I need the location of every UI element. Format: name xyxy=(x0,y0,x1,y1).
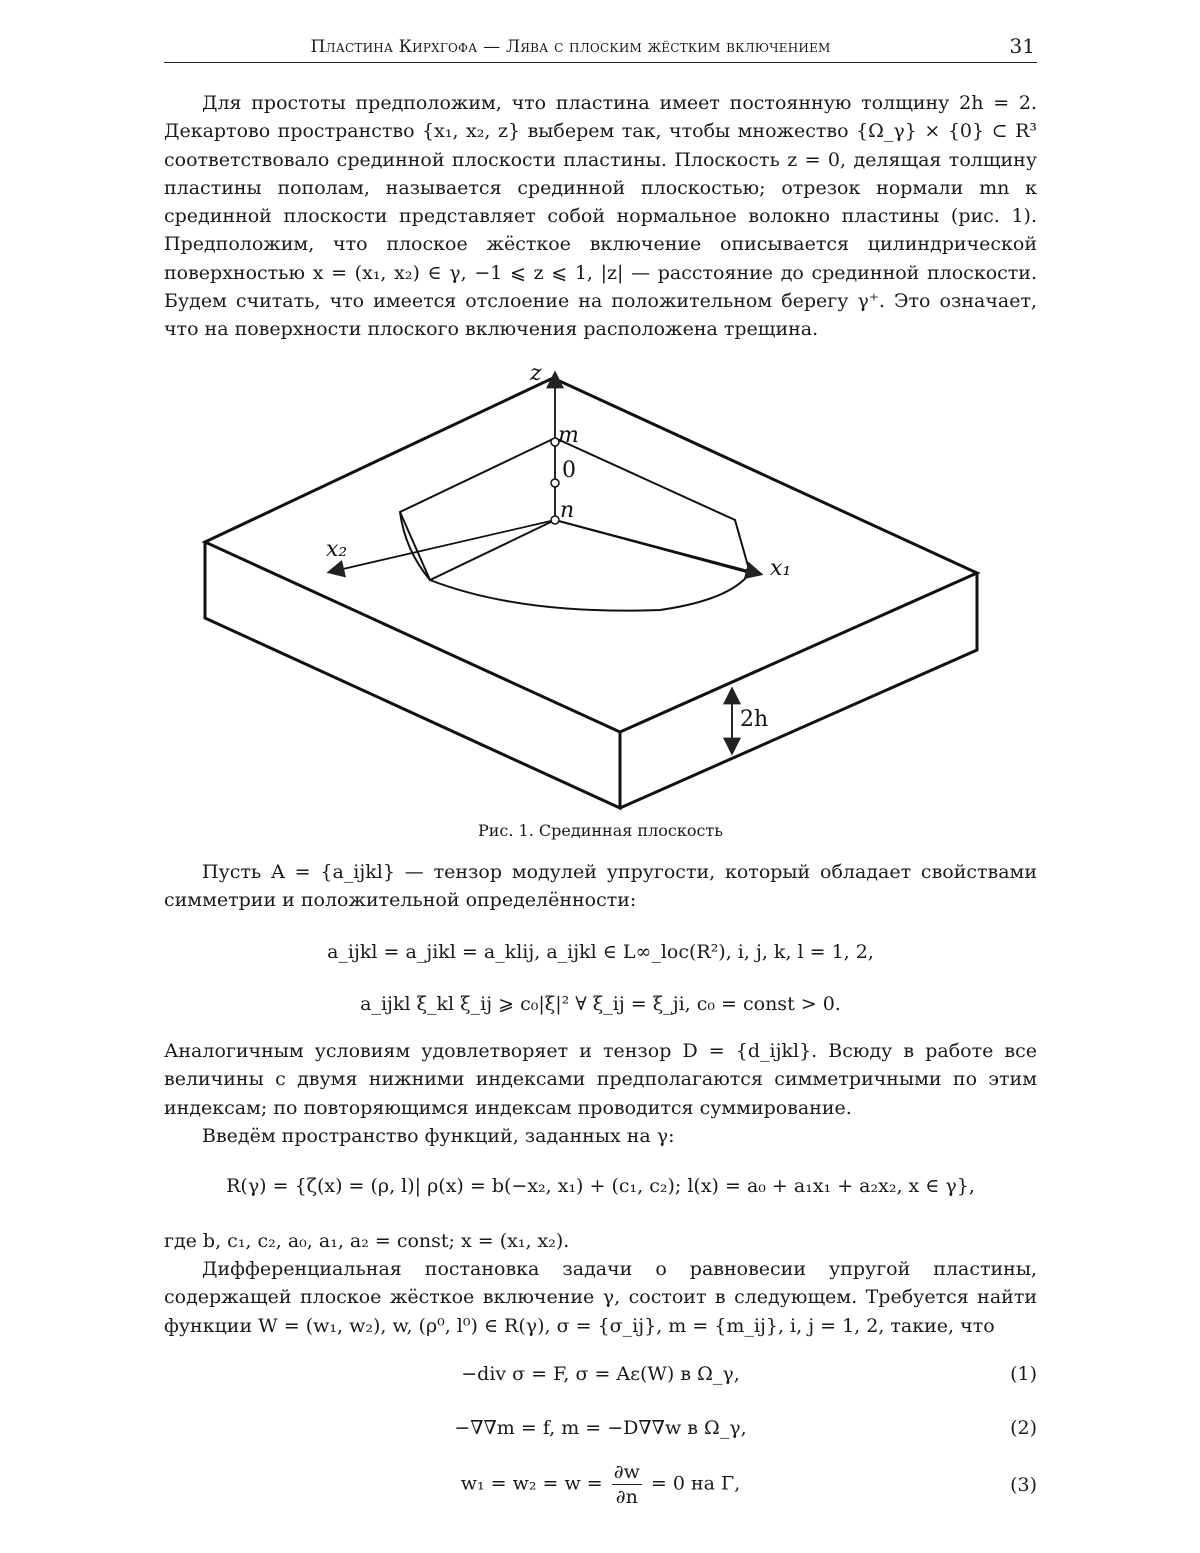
label-n: n xyxy=(560,498,575,523)
equation-1-body: −div σ = F, σ = Aε(W) в Ω_γ, xyxy=(461,1363,740,1385)
paragraph-2: Пусть A = {a_ijkl} — тензор модулей упругости, который обладает свойствами симметрии и положительной определённости: xyxy=(164,861,1037,912)
label-x2: x₂ xyxy=(326,537,348,562)
label-zero: 0 xyxy=(562,458,576,483)
fraction-numerator: ∂w xyxy=(613,1461,640,1483)
figure-caption: Рис. 1. Срединная плоскость xyxy=(477,821,723,840)
label-m: m xyxy=(558,423,579,448)
equation-3-right: = 0 на Γ, xyxy=(650,1472,741,1495)
page-number: 31 xyxy=(1009,34,1035,58)
equation-2-body: −∇∇m = f, m = −D∇∇w в Ω_γ, xyxy=(454,1417,747,1439)
running-header xyxy=(164,34,1037,63)
paragraph-3: Аналогичным условиям удовлетворяет и тензор D = {d_ijkl}. Всюду в работе все величины с двумя нижними индексами предполагаются симметричными по этим индексам; по повторяющимся индексам проводится суммирование. xyxy=(164,1040,1037,1119)
equation-3-left: w₁ = w₂ = w = xyxy=(460,1472,603,1495)
equation-1-number: (1) xyxy=(1010,1363,1037,1385)
equation-3-fraction xyxy=(612,1460,642,1509)
equation-3 xyxy=(164,1460,1037,1509)
equation-3-number: (3) xyxy=(1010,1474,1037,1496)
label-z: z xyxy=(530,361,542,386)
figure-plate xyxy=(190,360,1000,815)
label-thickness: 2h xyxy=(740,707,769,732)
paragraph-4: Введём пространство функций, заданных на γ: xyxy=(202,1125,675,1147)
equation-positivity: a_ijkl ξ_kl ξ_ij ⩾ c₀|ξ|² ∀ ξ_ij = ξ_ji, c₀ = const > 0. xyxy=(360,993,841,1015)
paragraph-5: где b, c₁, c₂, a₀, a₁, a₂ = const; x = (x₁, x₂). xyxy=(164,1230,570,1252)
equation-2-number: (2) xyxy=(1010,1417,1037,1439)
equation-space: R(γ) = {ζ(x) = (ρ, l)| ρ(x) = b(−x₂, x₁) + (c₁, c₂); l(x) = a₀ + a₁x₁ + a₂x₂, x ∈ γ}, xyxy=(226,1175,975,1197)
paragraph-6: Дифференциальная постановка задачи о равновесии упругой пластины, содержащей плоское жёсткое включение γ, состоит в следующем. Требуется найти функции W = (w₁, w₂), w, (ρ⁰, l⁰) ∈ R(γ), σ = {σ_ij}, m = {m_ij}, i, j = 1, 2, такие, что xyxy=(164,1258,1037,1337)
equation-2 xyxy=(164,1417,1037,1439)
equation-symmetry: a_ijkl = a_jikl = a_klij, a_ijkl ∈ L∞_loc(R²), i, j, k, l = 1, 2, xyxy=(327,941,874,963)
running-header-title: Пластина Кирхгофа — Лява с плоским жёстким включением xyxy=(310,37,831,57)
fraction-denominator: ∂n xyxy=(615,1486,638,1508)
plate-outline xyxy=(205,378,977,808)
paragraph-1: Для простоты предположим, что пластина имеет постоянную толщину 2h = 2. Декартово пространство {x₁, x₂, z} выберем так, чтобы множество {Ω_γ} × {0} ⊂ R³ соответствовало срединной плоскости пластины. Плоскость z = 0, делящая толщину пластины пополам, называется срединной плоскостью; отрезок нормали mn к срединной плоскости представляет собой нормальное волокно пластины (рис. 1). Предположим, что плоское жёсткое включение описывается цилиндрической поверхностью x = (x₁, x₂) ∈ γ, −1 ⩽ z ⩽ 1, |z| — расстояние до срединной плоскости. Будем считать, что имеется отслоение на положительном берегу γ⁺. Это означает, что на поверхности плоского включения расположена трещина. xyxy=(164,92,1037,341)
equation-1 xyxy=(164,1363,1037,1385)
axes xyxy=(330,374,760,752)
label-x1: x₁ xyxy=(770,556,792,581)
